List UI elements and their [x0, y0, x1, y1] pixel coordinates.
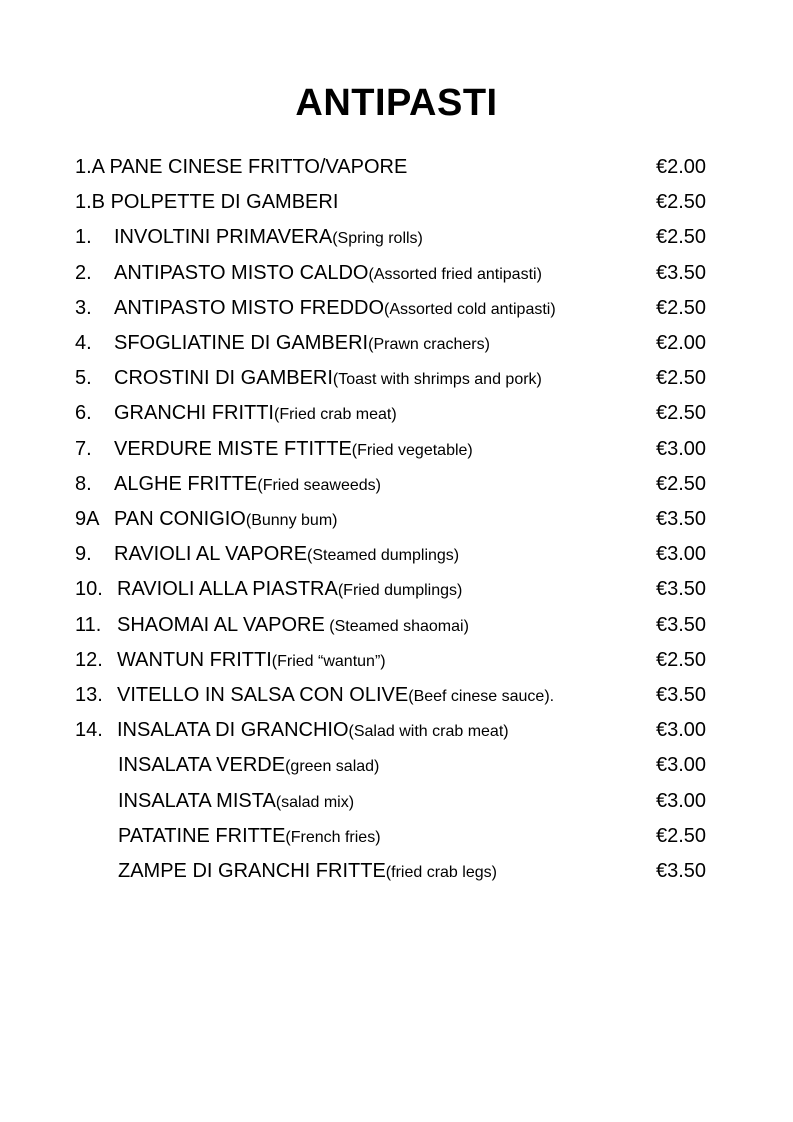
menu-item: [0, 854, 793, 889]
menu-item: [0, 643, 793, 678]
item-price: €3.00: [656, 719, 707, 742]
item-description: (Toast with shrimps and pork): [332, 371, 542, 389]
item-number: 8.: [75, 472, 92, 495]
item-name: VERDURE MISTE FTITTE(Fried vegetable): [114, 437, 473, 460]
item-price: €2.50: [656, 472, 707, 495]
item-number: 4.: [75, 332, 92, 354]
item-price: €2.50: [656, 226, 707, 249]
item-number: 11.: [75, 613, 102, 636]
item-description: (Spring rolls): [332, 230, 423, 248]
menu-item: [0, 396, 793, 431]
menu-item: [0, 819, 793, 854]
item-name: 1.B POLPETTE DI GAMBERI: [75, 191, 339, 214]
item-price: €2.50: [656, 402, 707, 425]
menu-item: [0, 185, 793, 220]
menu-item: [0, 748, 793, 783]
item-number: 12.: [75, 648, 103, 671]
item-price: €3.50: [656, 261, 707, 284]
item-description: (Assorted cold antipasti): [384, 300, 556, 318]
menu-item: [0, 220, 793, 255]
menu-item: [0, 326, 793, 361]
item-price: €3.50: [656, 860, 707, 882]
item-number: 10.: [75, 578, 103, 601]
item-price: €2.00: [656, 332, 707, 354]
item-name: RAVIOLI AL VAPORE(Steamed dumplings): [114, 543, 460, 566]
item-name: ANTIPASTO MISTO CALDO(Assorted fried antipasti): [114, 261, 542, 284]
item-price: €3.50: [656, 684, 707, 706]
item-name: ALGHE FRITTE(Fried seaweeds): [114, 472, 381, 495]
item-description: (Beef cinese sauce).: [408, 688, 555, 705]
item-name: PATATINE FRITTE(French fries): [118, 824, 381, 847]
menu-item: [0, 361, 793, 396]
menu-item: [0, 291, 793, 326]
item-number: 3.: [75, 296, 92, 319]
item-price: €2.50: [656, 367, 707, 390]
item-price: €2.50: [656, 824, 707, 847]
item-price: €3.50: [656, 508, 707, 530]
menu-item: [0, 608, 793, 643]
item-name: INSALATA MISTA(salad mix): [118, 789, 355, 812]
item-number: 14.: [75, 719, 103, 742]
item-price: €3.50: [656, 613, 707, 636]
item-description: (Salad with crab meat): [348, 723, 509, 741]
menu-item: [0, 713, 793, 748]
item-price: €3.50: [656, 578, 707, 601]
item-price: €2.50: [656, 191, 707, 214]
item-name: INSALATA DI GRANCHIO(Salad with crab meat): [117, 719, 509, 742]
item-number: 9.: [75, 543, 92, 566]
item-number: 6.: [75, 402, 92, 425]
item-number: 7.: [75, 437, 92, 460]
item-description: (French fries): [285, 828, 381, 846]
item-description: (Fried seaweeds): [257, 476, 381, 494]
menu-item: [0, 432, 793, 467]
item-description: (Fried crab meat): [274, 406, 397, 424]
item-description: (green salad): [285, 758, 380, 776]
item-name: PAN CONIGIO(Bunny bum): [114, 508, 338, 530]
item-name: RAVIOLI ALLA PIASTRA(Fried dumplings): [117, 578, 463, 601]
item-name: ANTIPASTO MISTO FREDDO(Assorted cold antipasti): [114, 296, 556, 319]
menu-item: [0, 537, 793, 572]
item-price: €3.00: [656, 754, 707, 777]
item-description: (Steamed dumplings): [307, 547, 460, 565]
item-name: ZAMPE DI GRANCHI FRITTE(fried crab legs): [118, 860, 497, 882]
item-name: VITELLO IN SALSA CON OLIVE(Beef cinese sauce).: [117, 684, 555, 706]
menu-item: [0, 678, 793, 713]
item-name: SHAOMAI AL VAPORE (Steamed shaomai): [117, 613, 469, 636]
menu-item: [0, 572, 793, 607]
menu-item: [0, 150, 793, 185]
item-description: (Fried “wantun”): [271, 652, 386, 670]
menu-item: [0, 467, 793, 502]
item-name: 1.A PANE CINESE FRITTO/VAPORE: [75, 156, 408, 178]
item-number: 1.: [75, 226, 92, 249]
item-price: €3.00: [656, 789, 707, 812]
menu-item: [0, 784, 793, 819]
item-name: GRANCHI FRITTI(Fried crab meat): [114, 402, 397, 425]
item-description: (fried crab legs): [385, 864, 497, 881]
item-price: €2.50: [656, 296, 707, 319]
item-number: 9A: [75, 508, 100, 530]
item-description: (Fried vegetable): [351, 441, 473, 459]
item-name: INVOLTINI PRIMAVERA(Spring rolls): [114, 226, 423, 249]
item-number: 2.: [75, 261, 92, 284]
item-description: (Assorted fried antipasti): [368, 265, 542, 283]
page-title: ANTIPASTI: [295, 82, 498, 124]
item-number: 5.: [75, 367, 92, 390]
item-description: (Steamed shaomai): [324, 617, 469, 635]
item-name: SFOGLIATINE DI GAMBERI(Prawn crachers): [114, 332, 490, 354]
item-price: €3.00: [656, 543, 707, 566]
item-description: (salad mix): [275, 793, 355, 811]
item-description: (Prawn crachers): [368, 336, 490, 353]
item-name: WANTUN FRITTI(Fried “wantun”): [117, 648, 386, 671]
item-price: €2.00: [656, 156, 707, 178]
item-description: (Fried dumplings): [337, 582, 463, 600]
menu-item: [0, 256, 793, 291]
item-name: INSALATA VERDE(green salad): [118, 754, 380, 777]
item-number: 13.: [75, 684, 103, 706]
menu-item: [0, 502, 793, 537]
item-name: CROSTINI DI GAMBERI(Toast with shrimps and pork): [114, 367, 542, 390]
item-price: €3.00: [656, 437, 707, 460]
item-price: €2.50: [656, 648, 707, 671]
item-description: (Bunny bum): [245, 512, 338, 529]
